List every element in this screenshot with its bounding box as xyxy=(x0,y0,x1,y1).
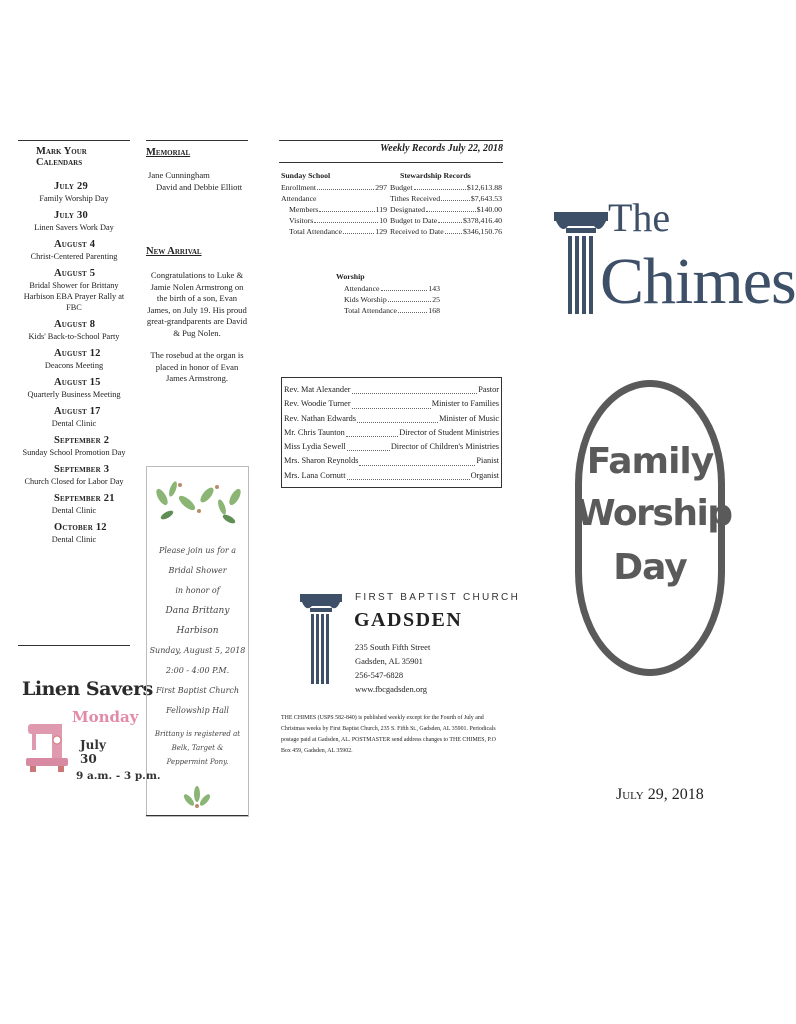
staff-name: Mrs. Lana Cornutt xyxy=(284,470,346,480)
staff-name: Miss Lydia Sewell xyxy=(284,442,346,452)
visitors-value: 10 xyxy=(379,216,387,225)
stewardship-label: Designated xyxy=(390,205,426,214)
calendar-event: Linen Savers Work Day xyxy=(34,223,114,232)
stewardship-rows xyxy=(390,182,502,237)
stewardship-label: Tithes Received xyxy=(390,194,441,203)
kids-worship-label: Kids Worship xyxy=(344,295,387,304)
worship-total-value: 168 xyxy=(428,306,440,315)
ss-total-label: Total Attendance xyxy=(289,227,342,236)
rosebud-text: The rosebud at the organ is placed in honor of Evan James Armstrong. xyxy=(150,350,244,383)
shower-time: 2:00 - 4:00 P.M. xyxy=(165,666,230,675)
stewardship-row xyxy=(390,226,502,237)
stewardship-block xyxy=(390,170,502,237)
staff-row xyxy=(282,397,501,411)
calendar-list xyxy=(18,180,130,545)
staff-role: Director of Student Ministries xyxy=(399,427,499,437)
greenery-top-icon xyxy=(147,467,248,533)
records-title-rule xyxy=(279,162,503,163)
badge-line2: Worship xyxy=(576,493,732,534)
calendar-event: Bridal Shower for Brittany Harbison EBA Prayer Rally at FBC xyxy=(23,281,125,312)
staff-name: Mrs. Sharon Reynolds xyxy=(284,456,359,466)
staff-name: Rev. Nathan Edwards xyxy=(284,413,357,423)
linen-savers-time: 9 a.m. - 3 p.m. xyxy=(76,770,161,782)
shower-registry: Brittany is registered at Belk, Target & xyxy=(154,730,241,752)
staff-row xyxy=(282,440,501,454)
calendar-event: Dental Clinic xyxy=(51,419,97,428)
stewardship-value: $378,416.40 xyxy=(463,216,502,225)
badge-text xyxy=(576,436,732,596)
staff-directory xyxy=(281,377,502,488)
memorial-title: Memorial xyxy=(146,147,191,158)
calendar-event: Deacons Meeting xyxy=(44,361,104,370)
staff-row xyxy=(282,469,501,483)
church-website[interactable]: www.fbcgadsden.org xyxy=(355,684,427,694)
worship-total-label: Total Attendance xyxy=(344,306,397,315)
shower-honor: in honor of xyxy=(175,586,220,595)
calendar-event: Dental Clinic xyxy=(51,535,97,544)
church-line1: FIRST BAPTIST CHURCH xyxy=(355,592,521,603)
staff-role: Pastor xyxy=(478,385,499,394)
calendar-bottom-rule xyxy=(18,645,130,646)
kids-worship-value: 25 xyxy=(432,295,440,304)
members-label: Members xyxy=(289,205,319,214)
issue-date: July 29, 2018 xyxy=(616,786,704,803)
members-value: 119 xyxy=(375,205,387,214)
sewing-machine-icon xyxy=(24,714,70,776)
staff-row xyxy=(282,412,501,426)
calendar-event: Church Closed for Labor Day xyxy=(24,477,124,486)
stewardship-value: $346,150.76 xyxy=(463,227,502,236)
calendar-date: October 12 xyxy=(54,522,107,533)
church-city: Gadsden, AL 35901 xyxy=(355,656,423,666)
badge-line1: Family xyxy=(586,441,714,482)
church-street: 235 South Fifth Street xyxy=(355,642,431,652)
calendar-event: Dental Clinic xyxy=(51,506,97,515)
visitors-label: Visitors xyxy=(289,216,314,225)
masthead-chimes: Chimes xyxy=(600,245,796,318)
stewardship-row xyxy=(390,204,502,215)
calendar-date: July 29 xyxy=(54,181,88,192)
arrival-text: Congratulations to Luke & Jamie Nolen Armstrong on the birth of a son, Evan James, on July 19. His proud great-grandparents are David & Pug Nolen. xyxy=(146,270,248,338)
calendar-date: August 4 xyxy=(54,239,96,250)
calendar-date: August 8 xyxy=(54,319,96,330)
calendar-event: Kids' Back-to-School Party xyxy=(28,332,120,341)
staff-role: Organist xyxy=(470,470,499,480)
stewardship-row xyxy=(390,215,502,226)
stewardship-value: $7,643.53 xyxy=(470,194,502,203)
staff-row xyxy=(282,426,501,440)
enrollment-label: Enrollment xyxy=(281,183,317,192)
calendar-event: Family Worship Day xyxy=(39,194,109,203)
stewardship-label: Budget xyxy=(390,183,413,192)
calendar-date: September 21 xyxy=(54,493,115,504)
memorial-section xyxy=(146,140,248,385)
worship-block xyxy=(336,270,440,316)
calendar-date: July 30 xyxy=(54,210,88,221)
staff-role: Director of Children's Ministries xyxy=(390,442,499,452)
linen-savers-day: Monday xyxy=(72,708,139,726)
calendar-event: Sunday School Promotion Day xyxy=(22,448,126,457)
calendar-title: Mark Your Calendars xyxy=(36,146,87,168)
worship-attendance-value: 143 xyxy=(428,284,440,293)
staff-role: Minister to Families xyxy=(431,399,499,409)
staff-name: Mr. Chris Taunton xyxy=(284,427,345,437)
linen-savers-flyer xyxy=(22,678,161,818)
shower-date: Sunday, August 5, 2018 xyxy=(149,646,246,655)
shower-bride: Dana Brittany Harbison xyxy=(165,606,230,636)
publication-notice: THE CHIMES (USPS 582-840) is published weekly except for the Fourth of July and Christmas weeks by First Baptist Church, 235 S. Fifth St., Gadsden, AL 35901. Periodicals postage paid at Gadsden, AL. POSTMASTER send address changes to THE CHIMES, P.O Box 459, Gadsden, AL 35902. xyxy=(281,715,496,754)
shower-place: First Baptist Church xyxy=(155,686,240,695)
staff-role: Pianist xyxy=(476,456,499,466)
worship-title: Worship xyxy=(336,272,365,281)
masthead-the: The xyxy=(608,195,671,240)
sunday-school-title: Sunday School xyxy=(281,171,331,180)
attendance-label: Attendance xyxy=(281,194,317,203)
church-name: GADSDEN xyxy=(354,609,463,631)
stewardship-label: Budget to Date xyxy=(390,216,438,225)
records-title: Weekly Records July 22, 2018 xyxy=(380,143,503,154)
calendar-date: August 5 xyxy=(54,268,96,279)
church-address xyxy=(355,640,430,696)
calendar-event: Quarterly Business Meeting xyxy=(27,390,121,399)
ss-total-value: 129 xyxy=(375,227,387,236)
staff-name: Rev. Woodie Turner xyxy=(284,399,351,409)
shower-invite: Please join us for a Bridal Shower xyxy=(158,546,237,575)
calendar-event: Christ-Centered Parenting xyxy=(30,252,118,261)
stewardship-title: Stewardship Records xyxy=(400,171,471,180)
column-logo-icon xyxy=(300,594,342,692)
stewardship-row xyxy=(390,182,502,193)
staff-role: Minister of Music xyxy=(439,413,499,423)
stewardship-value: $12,613.88 xyxy=(466,183,502,192)
stewardship-label: Received to Date xyxy=(390,227,444,236)
calendar-date: August 12 xyxy=(54,348,101,359)
worship-attendance-label: Attendance xyxy=(344,284,380,293)
greenery-bottom-icon xyxy=(147,774,248,814)
church-phone: 256-547-6828 xyxy=(355,670,404,680)
memorial-bottom-rule xyxy=(146,815,248,816)
calendar-date: September 2 xyxy=(54,435,110,446)
bridal-shower-card xyxy=(146,466,249,817)
calendar-section xyxy=(18,140,130,550)
sunday-school-block xyxy=(281,170,387,237)
badge-line3: Day xyxy=(613,547,687,588)
stewardship-row xyxy=(390,193,502,204)
linen-savers-date: July 30 xyxy=(80,738,106,766)
calendar-date: August 17 xyxy=(54,406,101,417)
arrival-title: New Arrival xyxy=(146,246,202,257)
calendar-date: September 3 xyxy=(54,464,110,475)
enrollment-value: 297 xyxy=(375,183,387,192)
memorial-givers: David and Debbie Elliott xyxy=(156,182,243,192)
memorial-honoree: Jane Cunningham xyxy=(148,170,210,180)
staff-name: Rev. Mat Alexander xyxy=(284,385,351,394)
staff-row xyxy=(282,454,501,468)
stewardship-value: $140.00 xyxy=(476,205,502,214)
staff-row xyxy=(282,383,501,397)
shower-room: Fellowship Hall xyxy=(166,706,229,715)
records-top-rule xyxy=(279,140,503,141)
calendar-date: August 15 xyxy=(54,377,101,388)
linen-savers-title: Linen Savers xyxy=(22,678,153,700)
shower-registry-2: Peppermint Pony. xyxy=(166,758,229,766)
